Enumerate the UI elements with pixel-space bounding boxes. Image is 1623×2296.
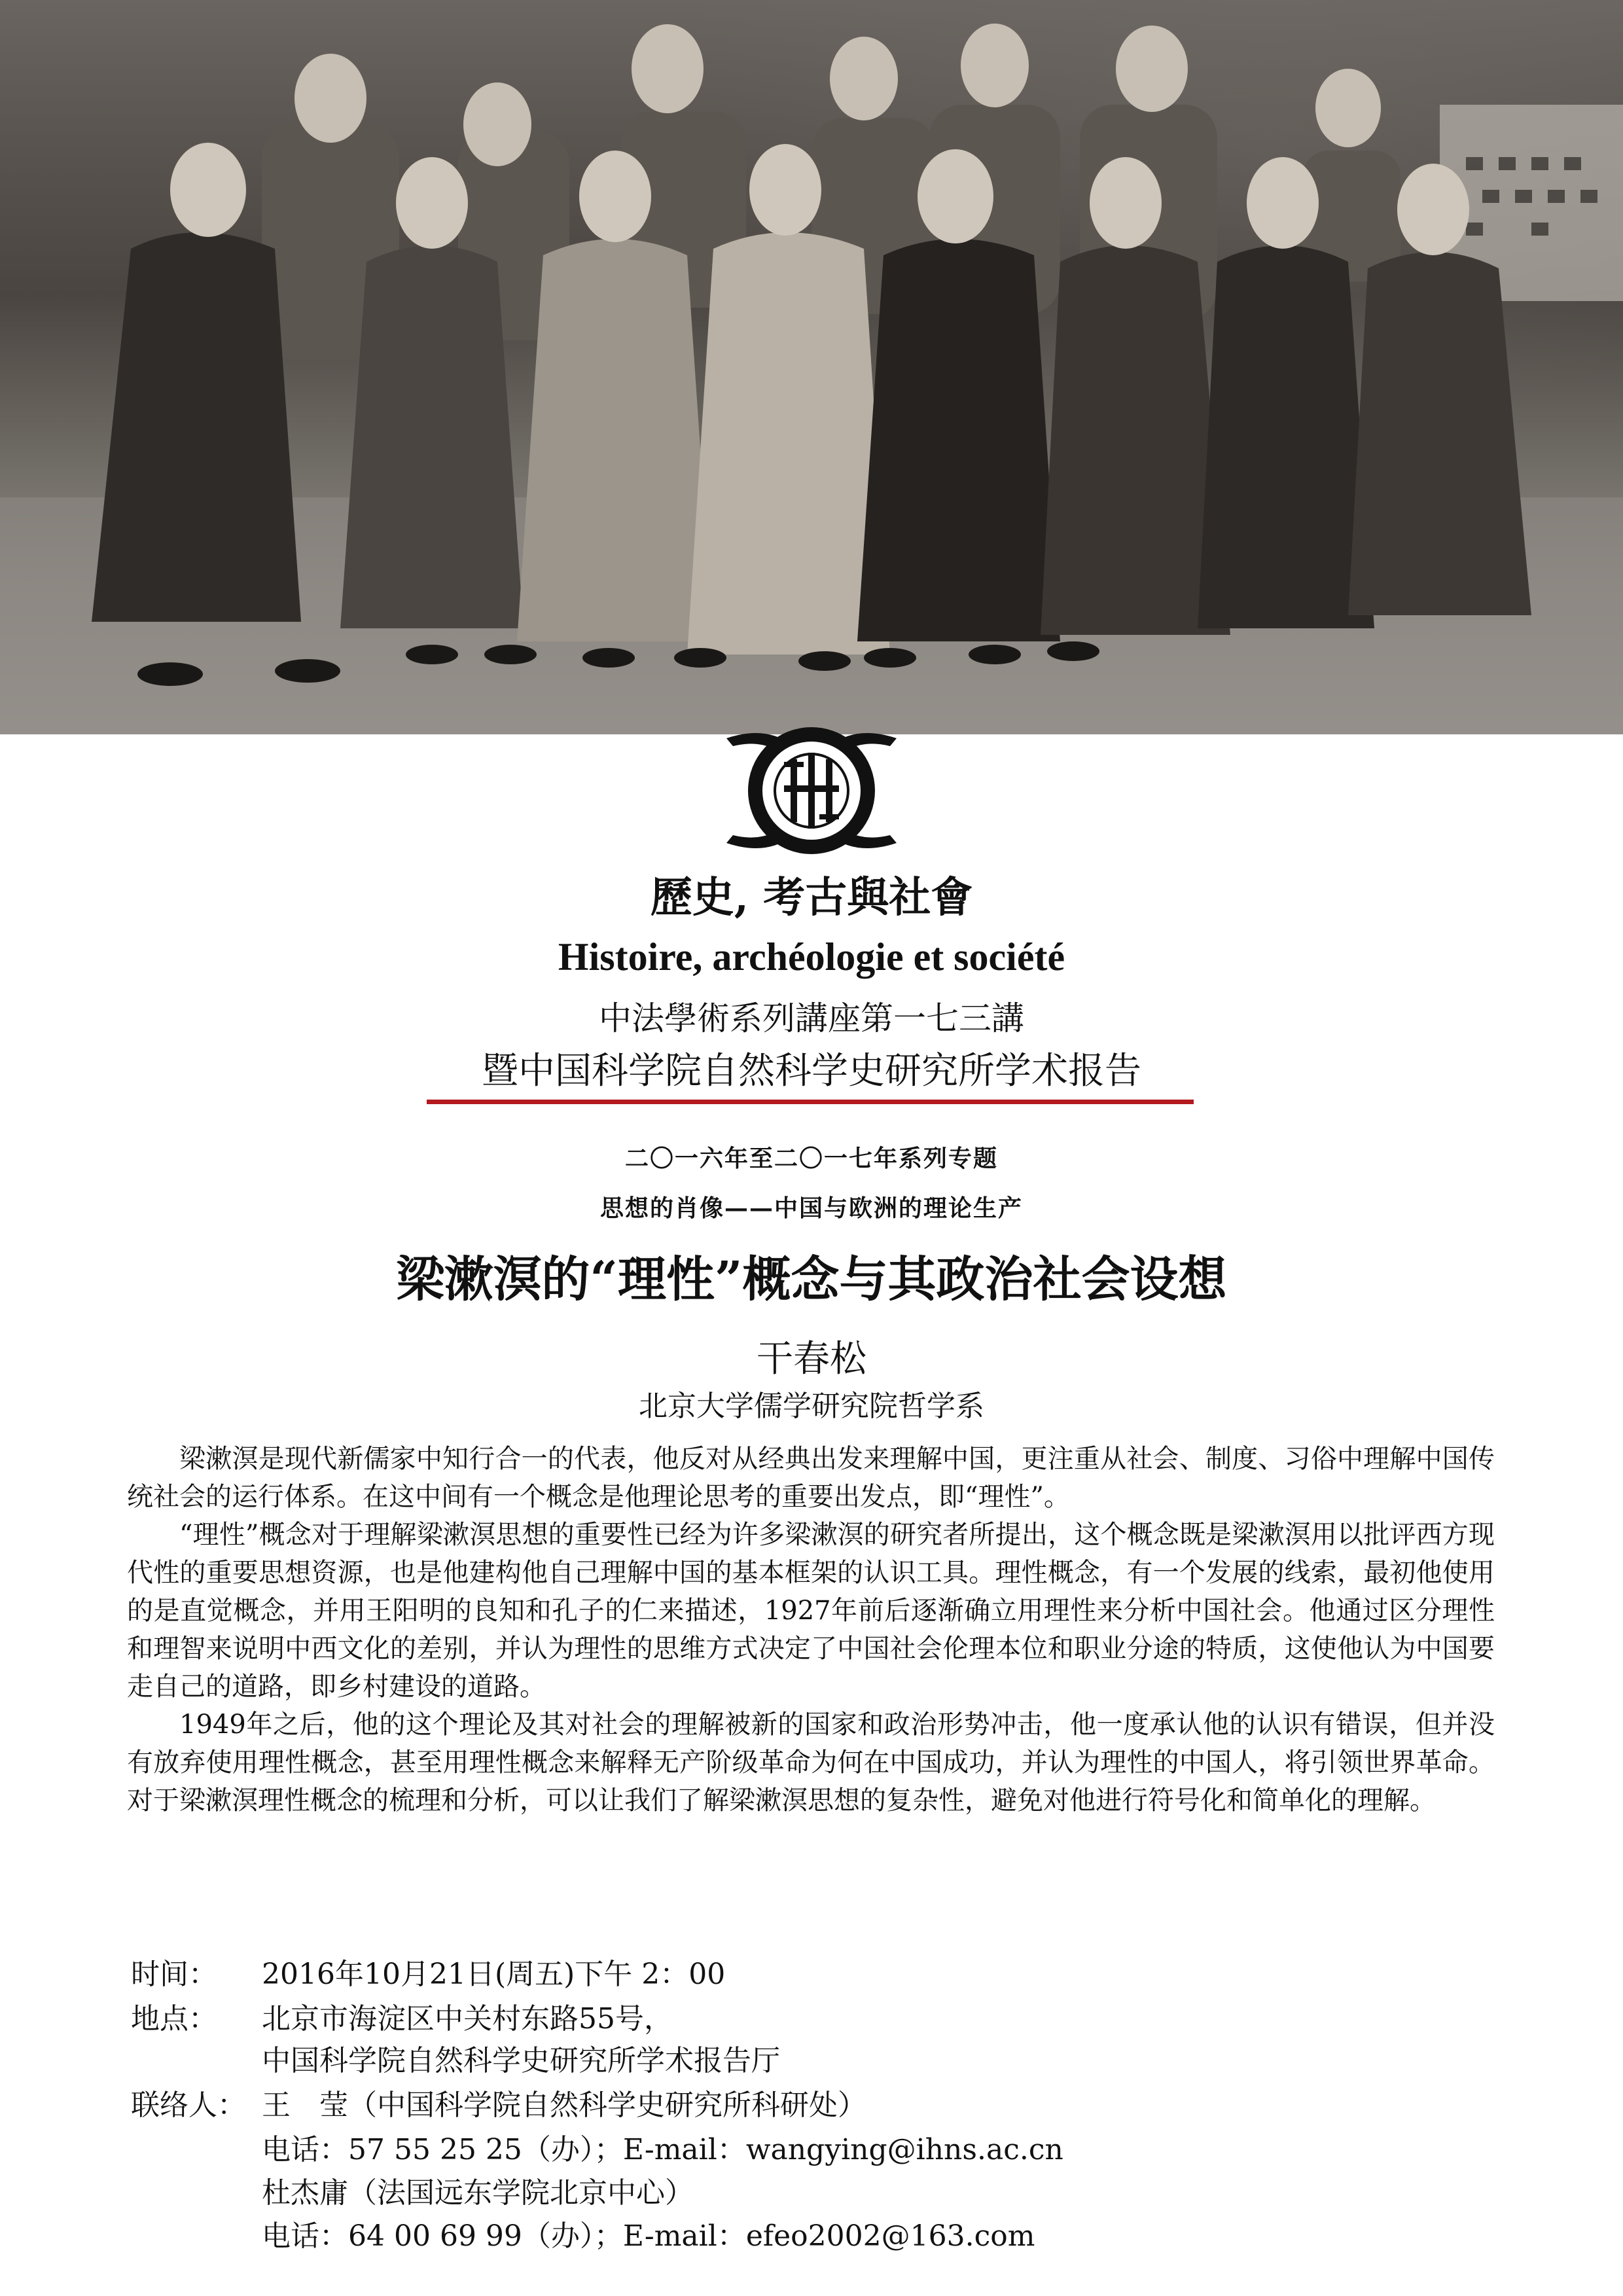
- speaker-name: 干春松: [757, 1338, 866, 1380]
- contact-2-phone-email: 电话：64 00 69 99（办）；E-mail：efeo2002@163.com: [262, 2219, 1035, 2253]
- abstract-paragraph: “理性”概念对于理解梁漱溟思想的重要性已经为许多梁漱溟的研究者所提出，这个概念既是梁漱溟用以批评西方现代性的重要思想资源，也是他建构他自己理解中国的基本框架的认识工具。理性概念，有一个发展的线索，最初他使用的是直觉概念，并用王阳明的良知和孔子的仁来描述，1927年前后逐渐确立用理性来分析中国社会。他通过区分理性和理智来说明中西文化的差别，并认为理性的思维方式决定了中国社会伦理本位和职业分途的特质，这使他认为中国要走自己的道路，即乡村建设的道路。: [127, 1520, 1495, 1702]
- contact-person-1: 王 莹（中国科学院自然科学史研究所科研处）: [262, 2089, 866, 2122]
- red-divider: [427, 1100, 1194, 1104]
- place-address: 北京市海淀区中关村东路55号，: [262, 2002, 673, 2036]
- co-host-report: 暨中国科学院自然科学史研究所学术报告: [482, 1050, 1141, 1092]
- abstract-paragraph: 1949年之后，他的这个理论及其对社会的理解被新的国家和政治形势冲击，他一度承认他的认识有错误，但并没有放弃使用理性概念，甚至用理性概念来解释无产阶级革命为何在中国成功，并认为理性的中国人，将引领世界革命。对于梁漱溟理性概念的梳理和分析，可以让我们了解梁漱溟思想的复杂性，避免对他进行符号化和简单化的理解。: [127, 1710, 1495, 1816]
- contact-1-phone-email: 电话：57 55 25 25（办）；E-mail：wangying@ihns.ac.cn: [262, 2133, 1063, 2166]
- contact-person-2: 杜杰庸（法国远东学院北京中心）: [262, 2176, 694, 2210]
- lecture-series-number: 中法學術系列講座第一七三講: [599, 999, 1024, 1037]
- speaker-affiliation: 北京大学儒学研究院哲学系: [639, 1390, 984, 1423]
- place-label: 地点：: [131, 2002, 217, 2036]
- place-venue: 中国科学院自然科学史研究所学术报告厅: [262, 2044, 780, 2077]
- institution-logo: [713, 699, 910, 880]
- monogram-icon: [713, 699, 910, 880]
- title-chinese: 歷史, 考古與社會: [650, 873, 973, 922]
- abstract: [127, 1440, 1495, 1820]
- lecture-title: 梁漱溟的“理性”概念与其政治社会设想: [396, 1251, 1227, 1308]
- time-value: 2016年10月21日(周五)下午 2：00: [262, 1958, 726, 1991]
- photo-figures: [0, 0, 1623, 734]
- contact-label: 联络人：: [131, 2089, 246, 2122]
- abstract-paragraph: 梁漱溟是现代新儒家中知行合一的代表，他反对从经典出发来理解中国，更注重从社会、制度、习俗中理解中国传统社会的运行体系。在这中间有一个概念是他理论思考的重要出发点，即“理性”。: [127, 1444, 1495, 1512]
- series-theme: 思想的肖像——中国与欧洲的理论生产: [599, 1194, 1023, 1222]
- series-year-topic: 二〇一六年至二〇一七年系列专题: [624, 1145, 998, 1172]
- historical-group-photo: [0, 0, 1623, 734]
- title-french: Histoire, archéologie et société: [558, 935, 1065, 978]
- time-label: 时间：: [131, 1958, 217, 1991]
